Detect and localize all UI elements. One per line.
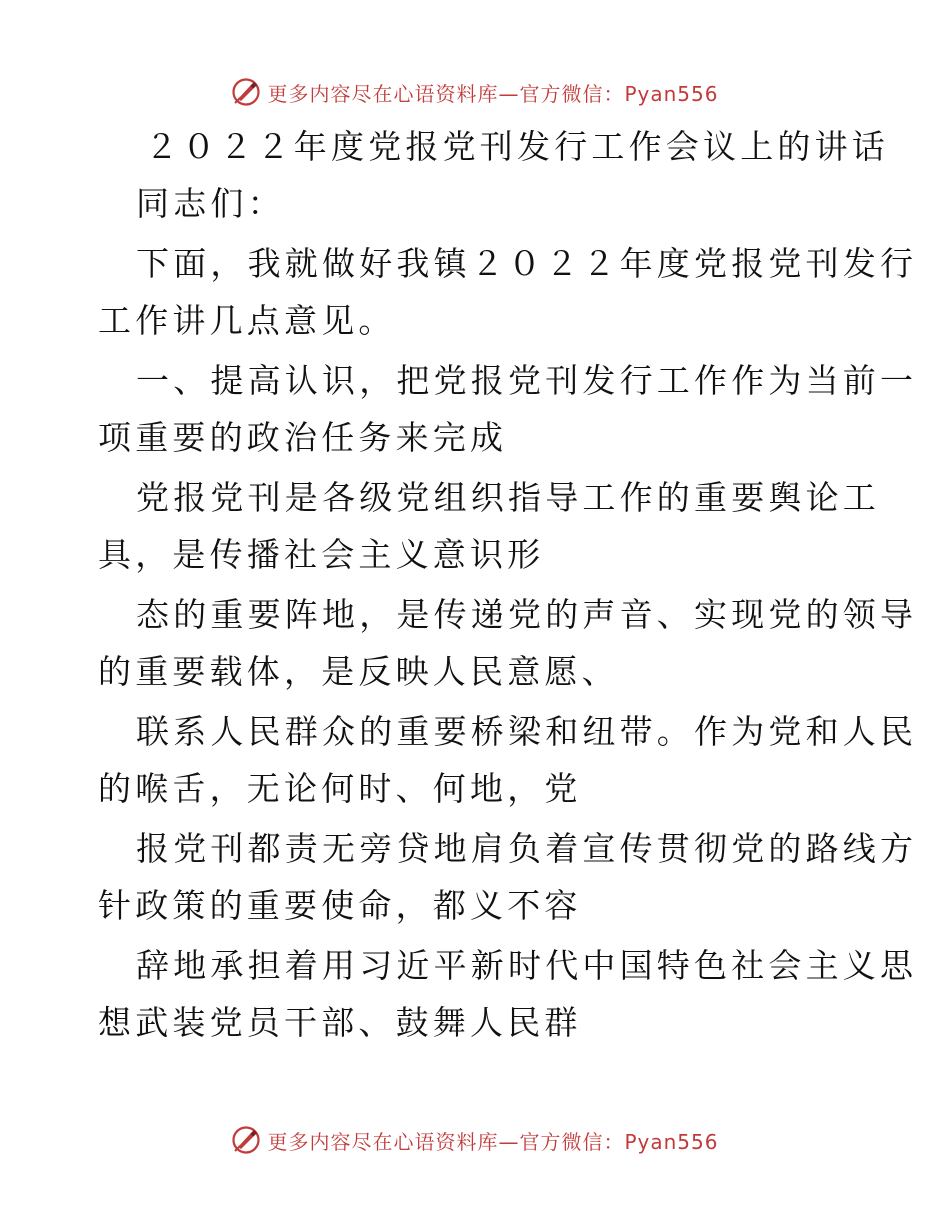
paragraph-line: 针政策的重要使命，都义不容 <box>98 886 582 925</box>
paragraph-line: 联系人民群众的重要桥梁和纽带。作为党和人民 <box>136 712 918 751</box>
salutation: 同志们： <box>136 184 285 223</box>
paragraph-line: 具，是传播社会主义意识形 <box>98 535 545 574</box>
section-heading-line: 项重要的政治任务来完成 <box>98 418 508 457</box>
paragraph-line: 辞地承担着用习近平新时代中国特色社会主义思 <box>136 946 918 985</box>
paragraph-line: 下面，我就做好我镇２０２２年度党报党刊发行 <box>136 244 918 283</box>
paragraph-line: 想武装党员干部、鼓舞人民群 <box>98 1003 582 1042</box>
paragraph-line: 党报党刊是各级党组织指导工作的重要舆论工 <box>136 478 880 517</box>
paragraph-line: 的喉舌，无论何时、何地，党 <box>98 769 582 808</box>
watermark-banner-top <box>0 72 950 112</box>
watermark-text: 更多内容尽在心语资料库—官方微信：Pyan556 <box>267 1129 719 1154</box>
document-title: ２０２２年度党报党刊发行工作会议上的讲话 <box>145 127 889 166</box>
section-heading-line: 一、提高认识，把党报党刊发行工作作为当前一 <box>136 361 918 400</box>
paragraph-line: 态的重要阵地，是传递党的声音、实现党的领导 <box>136 595 918 634</box>
pen-logo-icon <box>231 1125 261 1155</box>
watermark-text: 更多内容尽在心语资料库—官方微信：Pyan556 <box>267 81 719 106</box>
watermark-banner-bottom <box>0 1120 950 1160</box>
paragraph-line: 的重要载体，是反映人民意愿、 <box>98 652 619 691</box>
pen-logo-icon <box>231 77 261 107</box>
paragraph-line: 工作讲几点意见。 <box>98 301 396 340</box>
paragraph-line: 报党刊都责无旁贷地肩负着宣传贯彻党的路线方 <box>136 829 918 868</box>
